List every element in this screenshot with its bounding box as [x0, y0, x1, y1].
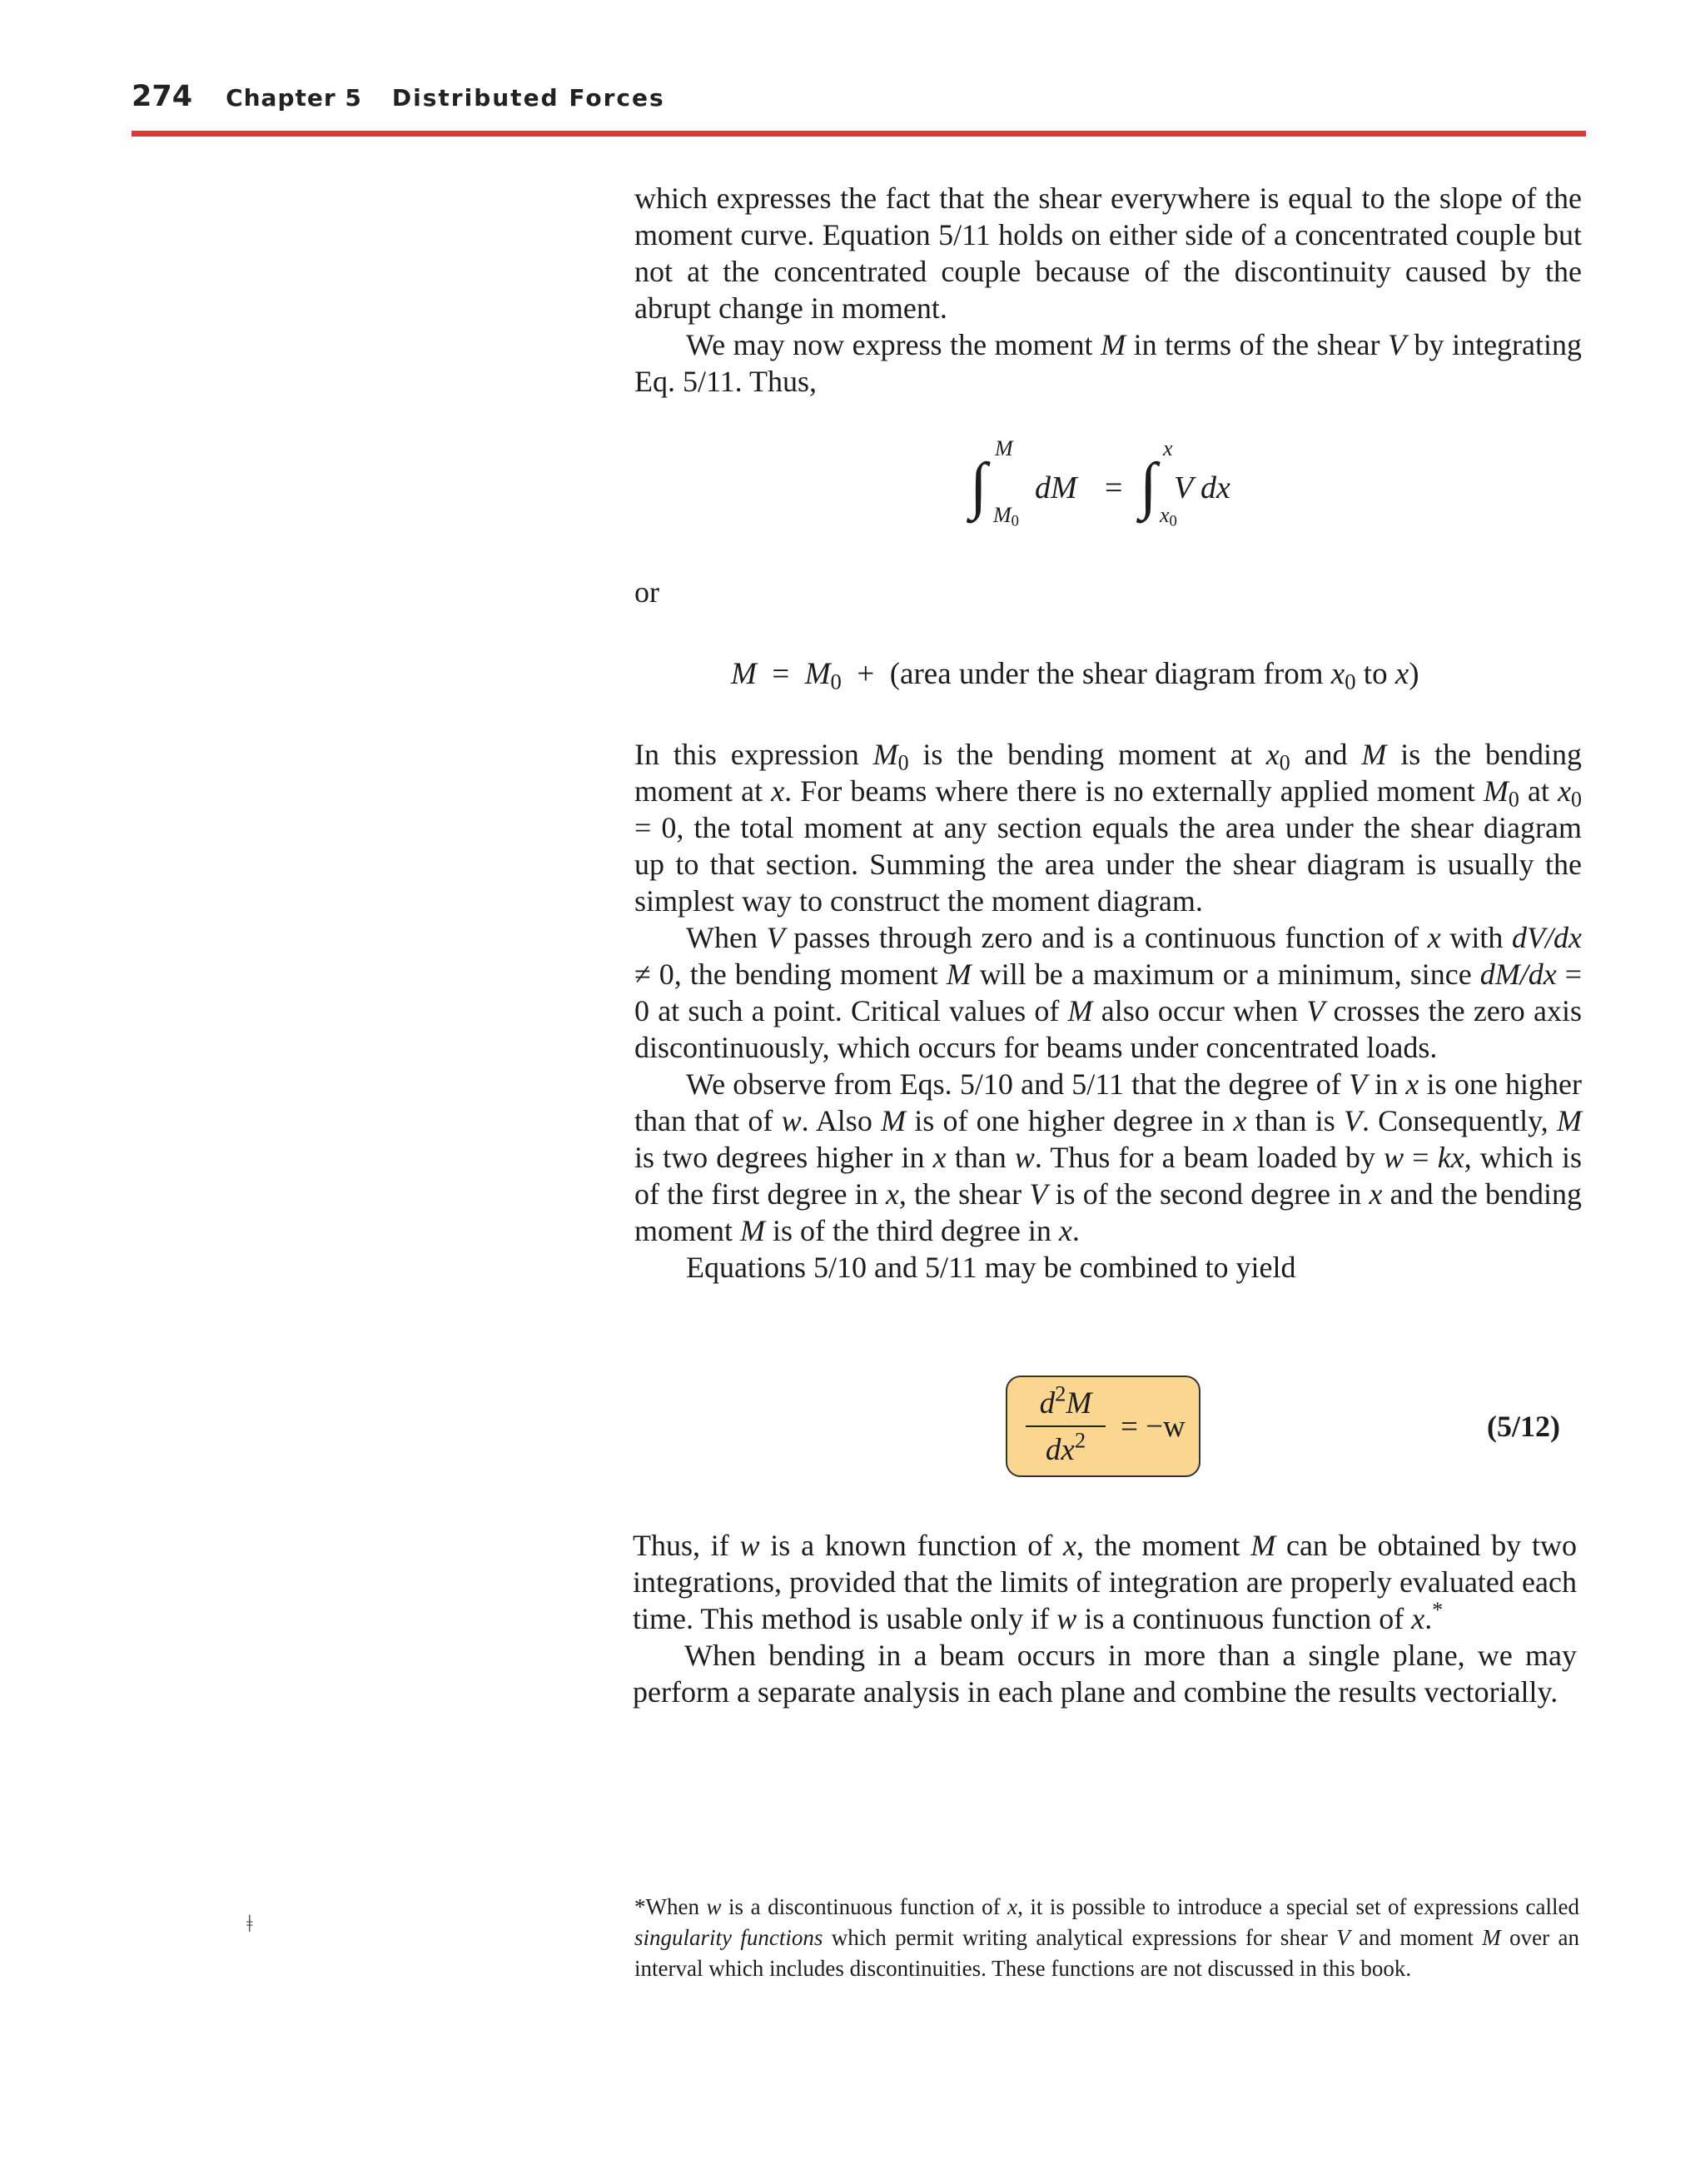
- chapter-title: Distributed Forces: [391, 84, 665, 112]
- paragraph-5: We observe from Eqs. 5/10 and 5/11 that the degree of V in x is one higher than that of w. Also M is of one higher degree in x than is V. Consequently, M is two degrees higher in x than w. Thus for a beam loaded by w = kx, which is of the first degree in x, the shear V is of the second degree in x and the bending moment M is of the third degree in x.: [634, 1067, 1582, 1247]
- chapter-label: Chapter 5: [226, 84, 362, 112]
- fraction-bar: [1026, 1425, 1106, 1427]
- footnote-term: singularity functions: [634, 1925, 823, 1950]
- second-derivative-fraction: [1026, 1381, 1106, 1469]
- integral-upper-2: x: [1163, 436, 1173, 460]
- paragraph-2: We may now express the moment M in terms of the shear V by integrating Eq. 5/11. Thus,: [634, 328, 1583, 398]
- running-header: [132, 80, 665, 122]
- area-equation: $M = M_0$ + (area under the shear diagram from $x_0$ to x): [731, 657, 1419, 694]
- body-block-3: [633, 1527, 1577, 1710]
- integral-body-2: V dx: [1174, 470, 1230, 505]
- paragraph-1: which expresses the fact that the shear everywhere is equal to the slope of the moment curve. Equation 5/11 holds on either side of a concentrated couple but not at the concentrated couple because of the discontinuity caused by the abrupt change in moment.: [634, 182, 1582, 325]
- integral-lower-1: $M_0$: [993, 503, 1020, 530]
- highlighted-equation-box: [1006, 1376, 1200, 1477]
- paragraph-7: Thus, if w is a known function of x, the moment M can be obtained by two integrations, provided that the limits of integration are properly evaluated each time. This method is usable only if w is a continuous function of x.*: [633, 1529, 1577, 1635]
- integral-equation: [970, 435, 1270, 535]
- integral-upper-1: M: [995, 436, 1013, 460]
- integral-lower-2: $x_0$: [1160, 503, 1177, 530]
- integral-body-1: dM: [1035, 470, 1077, 505]
- body-block-2: [634, 736, 1582, 1286]
- page-number: 274: [132, 80, 193, 113]
- paragraph-8: When bending in a beam occurs in more than a single plane, we may perform a separate analysis in each plane and combine the results vectorially.: [633, 1639, 1577, 1709]
- or-word: or: [634, 575, 659, 609]
- equation-number: (5/12): [1487, 1410, 1560, 1443]
- paragraph-3: In this expression $M_0$ is the bending moment at $x_0$ and M is the bending moment at x. For beams where there is no externally applied moment $M_0$ at $x_0 = 0$, the total moment at any section equals the area under the shear diagram up to that section. Summing the area under the shear diagram is usually the simplest way to construct the moment diagram.: [634, 738, 1583, 918]
- integral-equals: =: [1105, 470, 1123, 505]
- integral-sign-2: ∫: [1140, 450, 1157, 520]
- equation-rhs: = −w: [1121, 1410, 1186, 1444]
- paragraph-4: When V passes through zero and is a continuous function of x with dV/dx ≠ 0, the bending moment M will be a maximum or a minimum, since dM/dx = 0 at such a point. Critical values of M also occur when V crosses the zero axis discontinuously, which occurs for beams under concentrated loads.: [634, 921, 1582, 1064]
- footnote-marker: *: [1432, 1597, 1444, 1622]
- header-rule: [132, 131, 1586, 137]
- paragraph-6: Equations 5/10 and 5/11 may be combined to yield: [686, 1251, 1296, 1284]
- fraction-numerator: $d^2M$: [1039, 1381, 1092, 1420]
- integral-sign-1: ∫: [970, 450, 987, 520]
- scan-speck: ǂ: [246, 1910, 253, 1938]
- footnote: *When w is a discontinuous function of x, it is possible to introduce a special set of expressions called singularity functions which permit writing analytical expressions for shear V and moment M over an interval which includes discontinuities. These functions are not discussed in this book.: [634, 1894, 1580, 1981]
- fraction-denominator: $dx^2$: [1045, 1427, 1086, 1467]
- body-block-1: [634, 180, 1582, 400]
